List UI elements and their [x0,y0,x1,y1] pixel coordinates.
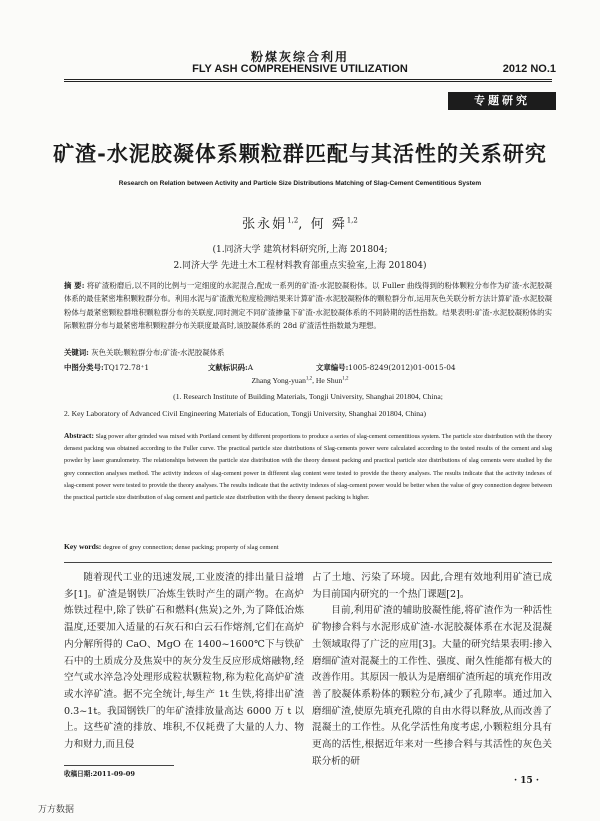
author-affiliation-mark: 1,2 [346,216,358,225]
keywords-cn-label: 关键词: [64,348,89,357]
received-date-footnote: 收稿日期:2011-09-09 [64,770,135,778]
author-name: 张永娟 [242,217,288,232]
issue-number: 2012 NO.1 [502,63,556,75]
article-title-cn: 矿渣-水泥胶凝体系颗粒群匹配与其活性的关系研究 [53,142,547,166]
page-number: · 15 · [514,776,540,786]
author-name-en: He Shun [315,376,343,385]
doc-value: A [247,363,254,372]
keywords-cn-text: 灰色关联;颗粒群分布;矿渣-水泥胶凝体系 [91,348,225,357]
article-label: 文章编号: [316,363,349,372]
clc-number [64,362,149,373]
article-value: 1005-8249(2012)01-0015-04 [348,363,456,372]
journal-title-cn: 粉煤灰综合利用 [250,50,349,64]
column-tag: 专题研究 [448,92,556,110]
body-column-right [312,570,552,770]
journal-title-en: FLY ASH COMPREHENSIVE UTILIZATION [192,63,408,75]
authors-en: Zhang Yong-yuan$^{1,2}$, He Shun$^{1,2}$ [251,376,349,385]
author-name-en: Zhang Yong-yuan [251,376,306,385]
article-title-en: Research on Relation between Activity and Particle Size Distributions Matching of Slag-Cement Cementitious System [118,180,482,187]
authors-cn: 张永娟$^{1,2}$, 何 舜$^{1,2}$ [242,216,358,232]
author-affiliation-mark: 1,2 [287,216,299,225]
watermark: 万方数据 [38,805,75,815]
affiliation-cn-2: 2.同济大学 先进土木工程材料教育部重点实验室,上海 201804) [173,261,427,271]
section-divider [64,562,552,563]
abstract-cn-text: 将矿渣粉磨后,以不同的比例与一定细度的水泥混合,配成一系列的矿渣-水泥胶凝粉体。以 Fuller 曲线得到的粉体颗粒分布作为矿渣-水泥胶凝体系的最佳紧密堆积颗粒群分布。利用水泥与矿渣激光粒度检测结果来计算矿渣-水泥胶凝粉体的颗粒群分布,运用灰色关联分析方法计算矿渣-水泥胶凝粉体与最紧密颗粒群堆积颗粒群分布的关联度,同时测定不同矿渣掺量下矿渣-水泥胶凝体系的不同龄期的活性指数。结果表明:矿渣-水泥胶凝粉体的实际颗粒群分布与最紧密堆积颗粒群分布关联度最高时,该胶凝体系的 28d 矿渣活性指数最为理想。 [64,281,552,331]
footnote-rule [64,765,174,766]
document-code [208,362,253,373]
keywords-en-text: degree of grey connection; dense packing; property of slag cement [103,544,279,551]
article-number [316,362,456,373]
abstract-cn [64,279,552,333]
author-affiliation-mark: 1,2 [342,376,349,382]
author-name: 何 舜 [310,217,347,232]
header-rule-secondary [64,81,552,82]
affiliation-en-2: 2. Key Laboratory of Advanced Civil Engineering Materials of Education, Tongji University, Shanghai 201804, China) [64,409,426,418]
body-paragraph: 目前,利用矿渣的辅助胶凝性能,将矿渣作为一种活性矿物掺合料与水泥形成矿渣-水泥胶凝体系在水泥及混凝土领域取得了广泛的应用[3]。大量的研究结果表明:掺入磨细矿渣对混凝土的工作性、强度、耐久性能都有极大的改善作用。其原因一般认为是磨细矿渣所起的填充作用改善了胶凝体系粉体的颗粒分布,减少了孔隙率。通过加入磨细矿渣,使原先填充孔隙的自由水得以释放,从而改善了混凝土的工作性。从化学活性角度考虑,小颗粒组分具有更高的活性,根据近年来对一些掺合料与其活性的灰色关联分析的研 [312,605,552,767]
author-affiliation-mark: 1,2 [305,376,313,382]
keywords-en-label: Key words: [64,542,102,551]
affiliation-cn-1: (1.同济大学 建筑材料研究所,上海 201804; [212,245,388,255]
body-paragraph: 随着现代工业的迅速发展,工业废渣的排出量日益增多[1]。矿渣是钢铁厂冶炼生铁时产生的副产物。在高炉炼铁过程中,除了铁矿石和燃料(焦炭)之外,为了降低冶炼温度,还要加入适量的石灰石和白云石作熔剂,它们在高炉内分解所得的 CaO、MgO 在 1400~1600℃下与铁矿石中的土质成分及焦炭中的灰分发生反应形成熔融物,经空气或水淬急冷处理形成粒状颗粒物,称为粒化高炉矿渣或水淬矿渣。据不完全统计,每生产 1t 生铁,将排出矿渣 0.3~1t。我国钢铁厂的年矿渣排放量高达 6000 万 t 以上。这些矿渣的排放、堆积,不仅耗费了大量的人力、物力和财力,而且侵 [64,572,304,751]
header-rule [64,79,552,80]
keywords-en [64,542,279,551]
body-paragraph: 占了土地、污染了环境。因此,合理有效地利用矿渣已成为目前国内研究的一个热门课题[2]。 [312,572,552,600]
clc-label: 中图分类号: [64,363,104,372]
doc-label: 文献标识码: [208,363,248,372]
abstract-en-label: Abstract: [64,431,94,440]
clc-value: TQ172.78⁺1 [103,363,150,372]
keywords-cn [64,347,224,358]
body-column-left [64,570,304,754]
affiliation-en-1: (1. Research Institute of Building Materials, Tongji University, Shanghai 201804, China; [173,392,443,401]
abstract-en [64,430,552,504]
abstract-cn-label: 摘 要: [64,281,85,290]
abstract-en-text: Slag power after grinded was mixed with Portland cement by different proportions to produce a series of slag-cement cementitious system. The particle size distribution with the theory densest packing was obtained according to the Fuller curve. The practical particle size distributions of Slag-cements power were calculated according to the tested results of the cement and slag powder by laser granulometry. The relationships between the particle size distribution with the theory densest packing and practical particle size distributions of slag cements were studied by the grey connection analyses method. The activity indexes of slag-cement power in different slag content were tested to provide the theory analyses. The results indicate that the activity indexes of slag-cement power were tested to provide the theory analyses. The results indicate that the activity indexes of slag-cement power would be better when the value of grey connection degree between the practical particle size distribution of slag cement and particle size distribution with the theory densest packing is higher. [64,433,552,502]
